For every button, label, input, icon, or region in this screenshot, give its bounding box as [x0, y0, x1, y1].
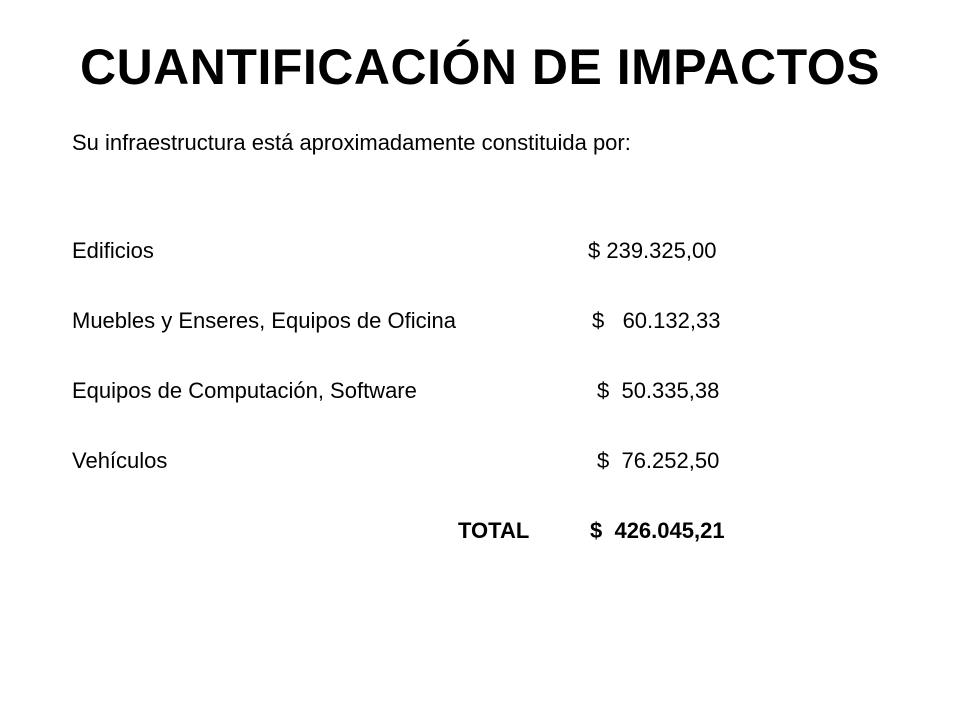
slide-title: CUANTIFICACIÓN DE IMPACTOS [79, 39, 881, 95]
item-label-vehiculos: Vehículos [72, 448, 168, 473]
total-value: $ 426.045,21 [590, 518, 725, 543]
item-value-muebles: $ 60.132,33 [592, 308, 721, 333]
item-label-muebles: Muebles y Enseres, Equipos de Oficina [72, 308, 456, 333]
item-label-edificios: Edificios [72, 238, 154, 263]
item-value-edificios: $ 239.325,00 [588, 238, 717, 263]
item-value-computacion: $ 50.335,38 [597, 378, 720, 403]
item-value-vehiculos: $ 76.252,50 [597, 448, 720, 473]
item-label-computacion: Equipos de Computación, Software [72, 378, 417, 403]
total-label: TOTAL [458, 518, 530, 543]
intro-text: Su infraestructura está aproximadamente constituida por: [72, 130, 631, 155]
